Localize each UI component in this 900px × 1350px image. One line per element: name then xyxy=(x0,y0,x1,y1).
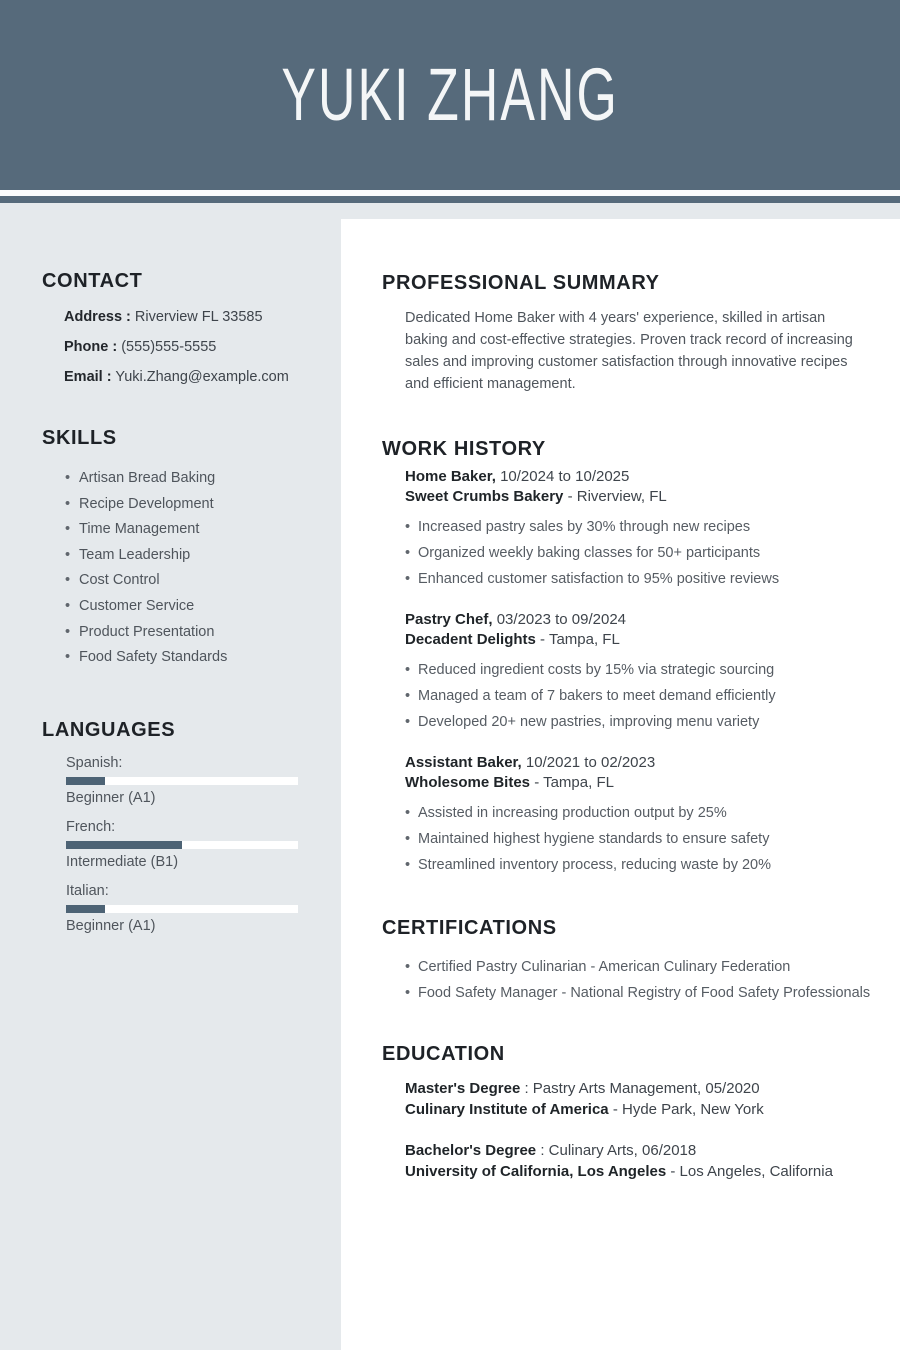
certifications-list xyxy=(405,954,872,1006)
education-location: - Hyde Park, New York xyxy=(612,1101,764,1118)
contact-email xyxy=(64,369,313,386)
language-item-french xyxy=(66,818,313,871)
language-level: Intermediate (B1) xyxy=(66,853,179,870)
language-level: Beginner (A1) xyxy=(66,917,156,934)
contact-list xyxy=(64,309,313,386)
job-bullets xyxy=(405,514,872,592)
education-school: University of California, Los Angeles xyxy=(405,1163,667,1180)
contact-email-label: Email : xyxy=(64,369,112,385)
divider-stripe-dark xyxy=(0,196,900,203)
education-degree: Master's Degree xyxy=(405,1080,521,1097)
contact-phone xyxy=(64,339,313,356)
skill-item: • Food Safety Standards xyxy=(65,645,313,671)
languages-list xyxy=(66,754,313,935)
job-entry xyxy=(405,610,872,735)
skill-item: • Time Management xyxy=(65,517,313,543)
job-bullet: • Increased pastry sales by 30% through new recipes xyxy=(405,514,872,540)
summary-section xyxy=(382,271,872,395)
job-company: Wholesome Bites xyxy=(405,774,531,791)
skill-item: • Artisan Bread Baking xyxy=(65,466,313,492)
education-entry xyxy=(405,1140,872,1182)
education-program: : Culinary Arts, 06/2018 xyxy=(540,1142,697,1159)
certification-item: • Food Safety Manager - National Registry of Food Safety Professionals xyxy=(405,980,872,1006)
education-school: Culinary Institute of America xyxy=(405,1101,609,1118)
language-name: French: xyxy=(66,818,116,835)
education-entry xyxy=(405,1078,872,1120)
skills-list xyxy=(65,466,313,671)
job-company-line xyxy=(405,630,872,650)
education-school-line xyxy=(405,1161,872,1182)
skill-item: • Customer Service xyxy=(65,594,313,620)
job-role: Home Baker, xyxy=(405,468,496,485)
skill-item: • Cost Control xyxy=(65,568,313,594)
job-title-line xyxy=(405,753,872,773)
skill-item: • Team Leadership xyxy=(65,543,313,569)
skill-item: • Product Presentation xyxy=(65,620,313,646)
education-degree-line xyxy=(405,1140,872,1161)
contact-address-value: Riverview FL 33585 xyxy=(134,309,263,325)
language-name: Italian: xyxy=(66,882,109,899)
education-title: EDUCATION xyxy=(382,1043,505,1065)
certifications-title: CERTIFICATIONS xyxy=(382,917,557,939)
contact-section xyxy=(42,269,313,386)
job-title-line xyxy=(405,610,872,630)
education-degree: Bachelor's Degree xyxy=(405,1142,537,1159)
language-progress-fill xyxy=(66,841,182,849)
job-location: - Tampa, FL xyxy=(534,774,614,791)
candidate-name: YUKI ZHANG xyxy=(281,53,619,136)
language-progress-fill xyxy=(66,905,105,913)
contact-address-label: Address : xyxy=(64,309,131,325)
job-title-line xyxy=(405,467,872,487)
language-item-italian xyxy=(66,882,313,935)
skills-section xyxy=(42,426,313,671)
job-entry xyxy=(405,753,872,878)
job-bullet: • Managed a team of 7 bakers to meet demand efficiently xyxy=(405,683,872,709)
summary-text: Dedicated Home Baker with 4 years' experience, skilled in artisan baking and cost-effective strategies. Proven track record of increasing sales and improving customer satisfaction through innovative recipes and efficient management. xyxy=(405,310,853,392)
main-column xyxy=(341,203,900,1350)
job-dates: 03/2023 to 09/2024 xyxy=(496,611,627,628)
job-company: Decadent Delights xyxy=(405,631,536,648)
education-section xyxy=(382,1042,872,1182)
certifications-section xyxy=(382,916,872,1006)
contact-address xyxy=(64,309,313,326)
contact-email-value: Yuki.Zhang@example.com xyxy=(115,369,289,385)
job-dates: 10/2021 to 02/2023 xyxy=(525,754,656,771)
language-level: Beginner (A1) xyxy=(66,789,156,806)
language-progress-track xyxy=(66,841,298,849)
job-company: Sweet Crumbs Bakery xyxy=(405,488,564,505)
education-location: - Los Angeles, California xyxy=(670,1163,833,1180)
job-bullet: • Streamlined inventory process, reducing waste by 20% xyxy=(405,852,872,878)
languages-title: LANGUAGES xyxy=(42,718,176,741)
education-school-line xyxy=(405,1099,872,1120)
job-role: Assistant Baker, xyxy=(405,754,522,771)
contact-phone-label: Phone : xyxy=(64,339,118,355)
work-history-title: WORK HISTORY xyxy=(382,438,546,460)
languages-section xyxy=(42,718,313,935)
contact-phone-value: (555)555-5555 xyxy=(121,339,217,355)
job-dates: 10/2024 to 10/2025 xyxy=(500,468,630,485)
language-name: Spanish: xyxy=(66,754,123,771)
job-entry xyxy=(405,467,872,592)
contact-title: CONTACT xyxy=(42,270,143,292)
job-company-line xyxy=(405,773,872,793)
education-program: : Pastry Arts Management, 05/2020 xyxy=(524,1080,760,1097)
work-history-section xyxy=(382,437,872,878)
job-bullet: • Enhanced customer satisfaction to 95% positive reviews xyxy=(405,566,872,592)
job-location: - Tampa, FL xyxy=(540,631,620,648)
language-progress-track xyxy=(66,777,298,785)
job-bullets xyxy=(405,800,872,878)
job-bullet: • Developed 20+ new pastries, improving menu variety xyxy=(405,709,872,735)
education-degree-line xyxy=(405,1078,872,1099)
summary-title: PROFESSIONAL SUMMARY xyxy=(382,272,660,294)
job-bullet: • Assisted in increasing production output by 25% xyxy=(405,800,872,826)
body xyxy=(0,203,900,1350)
certification-item: • Certified Pastry Culinarian - American Culinary Federation xyxy=(405,954,872,980)
job-company-line xyxy=(405,487,872,507)
job-role: Pastry Chef, xyxy=(405,611,493,628)
job-location: - Riverview, FL xyxy=(567,488,667,505)
skills-title: SKILLS xyxy=(42,427,117,449)
job-bullets xyxy=(405,657,872,735)
language-progress-track xyxy=(66,905,298,913)
language-item-spanish xyxy=(66,754,313,807)
job-bullet: • Reduced ingredient costs by 15% via strategic sourcing xyxy=(405,657,872,683)
sidebar xyxy=(0,203,341,1350)
header-band xyxy=(0,0,900,190)
language-progress-fill xyxy=(66,777,105,785)
job-bullet: • Organized weekly baking classes for 50+ participants xyxy=(405,540,872,566)
skill-item: • Recipe Development xyxy=(65,492,313,518)
content-panel xyxy=(341,219,900,1350)
job-bullet: • Maintained highest hygiene standards to ensure safety xyxy=(405,826,872,852)
